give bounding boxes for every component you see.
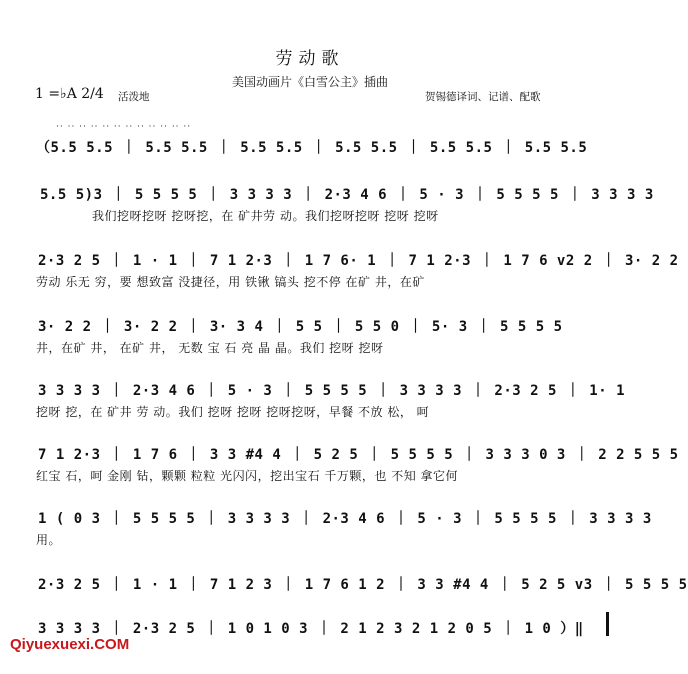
lyrics-row-2: 我们挖呀挖呀 挖呀挖，在 矿井劳 动。我们挖呀挖呀 挖呀 挖呀 [92, 209, 439, 223]
notation-row-2: 5.5 5)3 ｜ 5 5 5 5 ｜ 3 3 3 3 ｜ 2·3 4 6 ｜ 5 · 3 ｜ 5 5 5 5 ｜ 3 3 3 3 [40, 187, 654, 203]
notation-row-6: 7 1 2·3 ｜ 1 7 6 ｜ 3 3 #4 4 ｜ 5 2 5 ｜ 5 5 5 5 ｜ 3 3 3 0 3 ｜ 2 2 5 5 5 [38, 447, 679, 463]
song-title: 劳动歌 [275, 49, 345, 69]
notation-row-8: 2·3 2 5 ｜ 1 · 1 ｜ 7 1 2 3 ｜ 1 7 6 1 2 ｜ 3 3 #4 4 ｜ 5 2 5 v3 ｜ 5 5 5 5 [38, 577, 688, 593]
lyrics-row-3: 劳动 乐无 穷，要 想致富 没捷径，用 铁锹 镐头 挖不停 在矿 井，在矿 [36, 275, 425, 289]
lyrics-row-5: 挖呀 挖，在 矿井 劳 动。我们 挖呀 挖呀 挖呀挖呀，早餐 不放 松， 呵 [36, 405, 430, 419]
notation-row-7: 1 ( 0 3 ｜ 5 5 5 5 ｜ 3 3 3 3 ｜ 2·3 4 6 ｜ 5 · 3 ｜ 5 5 5 5 ｜ 3 3 3 3 [38, 511, 652, 527]
key-signature: 1 =♭A 2/4 [35, 86, 104, 102]
lyrics-row-4: 井，在矿 井， 在矿 井， 无数 宝 石 亮 晶 晶。我们 挖呀 挖呀 [36, 341, 384, 355]
song-subtitle: 美国动画片《白雪公主》插曲 [231, 75, 388, 89]
notation-row-5: 3 3 3 3 ｜ 2·3 4 6 ｜ 5 · 3 ｜ 5 5 5 5 ｜ 3 3 3 3 ｜ 2·3 2 5 ｜ 1· 1 [38, 383, 626, 399]
octave-dots-top: ·· ·· ·· ·· ·· ·· ·· ·· ·· ·· ·· ·· [56, 122, 192, 132]
site-watermark: Qiyuexuexi.COM [10, 636, 130, 653]
final-barline [606, 612, 609, 636]
notation-row-1: （5.5 5.5 ｜ 5.5 5.5 ｜ 5.5 5.5 ｜ 5.5 5.5 ｜ 5.5 5.5 ｜ 5.5 5.5 [36, 140, 588, 156]
credits: 贺锡德译词、记谱、配歌 [425, 91, 541, 103]
notation-row-4: 3· 2 2 ｜ 3· 2 2 ｜ 3· 3 4 ｜ 5 5 ｜ 5 5 0 ｜ 5· 3 ｜ 5 5 5 5 [38, 319, 563, 335]
notation-row-9: 3 3 3 3 ｜ 2·3 2 5 ｜ 1 0 1 0 3 ｜ 2 1 2 3 2 1 2 0 5 ｜ 1 0 ）‖ [38, 621, 584, 637]
lyrics-row-6: 红宝 石，呵 金刚 钻，颗颗 粒粒 光闪闪，挖出宝石 千万颗，也 不知 拿它何 [36, 469, 459, 483]
tempo-marking: 活泼地 [118, 91, 150, 103]
notation-row-3: 2·3 2 5 ｜ 1 · 1 ｜ 7 1 2·3 ｜ 1 7 6· 1 ｜ 7 1 2·3 ｜ 1 7 6 v2 2 ｜ 3· 2 2 [38, 253, 679, 269]
lyrics-row-7: 用。 [36, 533, 62, 547]
